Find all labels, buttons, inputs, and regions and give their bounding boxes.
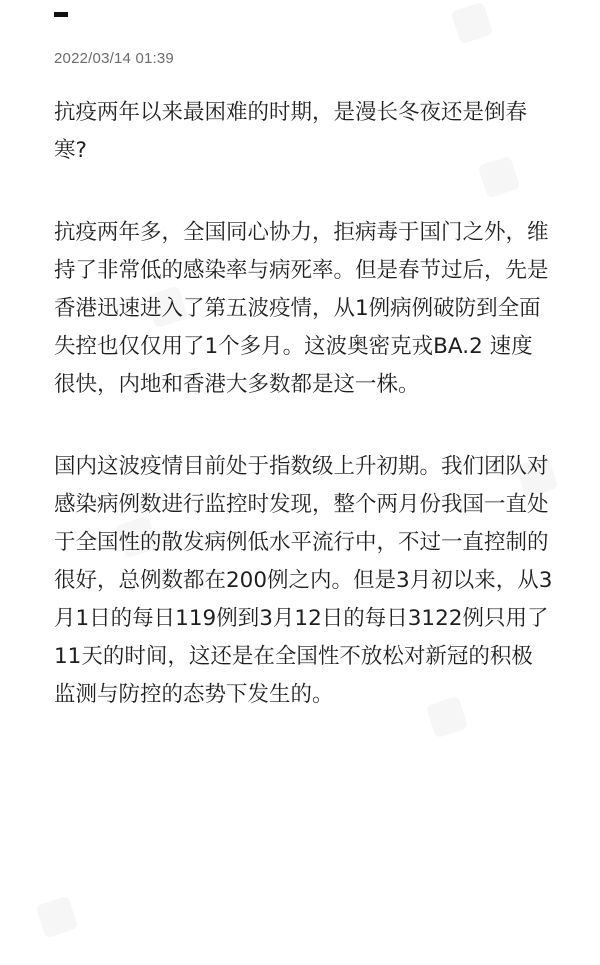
article-paragraph: 抗疫两年多，全国同心协力，拒病毒于国门之外，维持了非常低的感染率与病死率。但是春节过后，先是香港迅速进入了第五波疫情，从1例病例破防到全面失控也仅仅用了1个多月。这波奥密克戎BA.2 速度很快，内地和香港大多数都是这一株。 (54, 220, 549, 397)
article-paragraph: 国内这波疫情目前处于指数级上升初期。我们团队对感染病例数进行监控时发现，整个两月份我国一直处于全国性的散发病例低水平流行中，不过一直控制的很好，总例数都在200例之内。但是3月初以来，从3月1日的每日119例到3月12日的每日3122例只用了11天的时间，这还是在全国性不放松对新冠的积极监测与防控的态势下发生的。 (54, 454, 553, 707)
post-timestamp: 2022/03/14 01:39 (54, 50, 174, 67)
watermark-icon (451, 2, 494, 45)
back-mark-icon[interactable] (54, 12, 68, 17)
article-title: 抗疫两年以来最困难的时期，是漫长冬夜还是倒春寒? (54, 100, 528, 163)
article-body (54, 94, 554, 758)
watermark-icon (36, 896, 79, 939)
